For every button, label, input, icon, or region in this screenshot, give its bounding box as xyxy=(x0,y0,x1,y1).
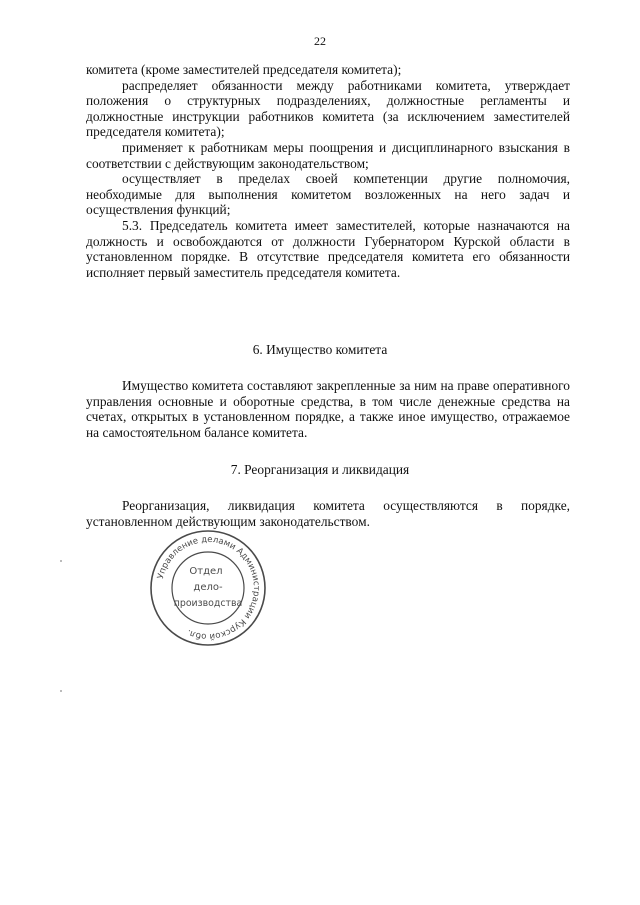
paragraph: Имущество комитета составляют закрепленные за ним на праве оперативного управления основные и оборотные средства, в том числе денежные средства на счетах, открытых в установленном порядке, а также иное имущество, отражаемое на самостоятельном балансе комитета. xyxy=(86,378,570,440)
section-7-body xyxy=(86,498,570,529)
paragraph-5-3: 5.3. Председатель комитета имеет заместителей, которые назначаются на должность и освобождаются от должности Губернатором Курской области в установленном порядке. В отсутствие председателя комитета его обязанности исполняет первый заместитель председателя комитета. xyxy=(86,217,570,280)
paragraph: комитета (кроме заместителей председателя комитета); xyxy=(86,62,402,77)
paragraph: Реорганизация, ликвидация комитета осуществляются в порядке, установленном действующим законодательством. xyxy=(86,498,570,529)
section-5-continuation xyxy=(86,62,570,280)
stamp-ring-text: Управление делами Администрации Курской обл. xyxy=(155,534,262,642)
section-6-body xyxy=(86,378,570,440)
stamp-center-text-1: Отдел xyxy=(189,566,223,577)
paragraph: применяет к работникам меры поощрения и дисциплинарного взыскания в соответствии с действующим законодательством; xyxy=(86,139,570,171)
page-number: 22 xyxy=(314,34,326,48)
scan-speck xyxy=(60,690,62,692)
section-7-heading: 7. Реорганизация и ликвидация xyxy=(230,462,410,477)
office-stamp xyxy=(148,528,268,648)
section-6-heading: 6. Имущество комитета xyxy=(252,342,388,357)
stamp-center-text-2: дело- xyxy=(193,582,223,593)
paragraph: распределяет обязанности между работниками комитета, утверждает положения о структурных подразделениях, должностные регламенты и должностные инструкции работников комитета (за исключением заместителей председателя комитета); xyxy=(86,77,570,140)
scan-speck xyxy=(60,560,62,562)
stamp-center-text-3: производства xyxy=(173,598,243,609)
paragraph: осуществляет в пределах своей компетенции другие полномочия, необходимые для выполнения комитетом возложенных на него задач и осуществления функций; xyxy=(86,171,570,218)
